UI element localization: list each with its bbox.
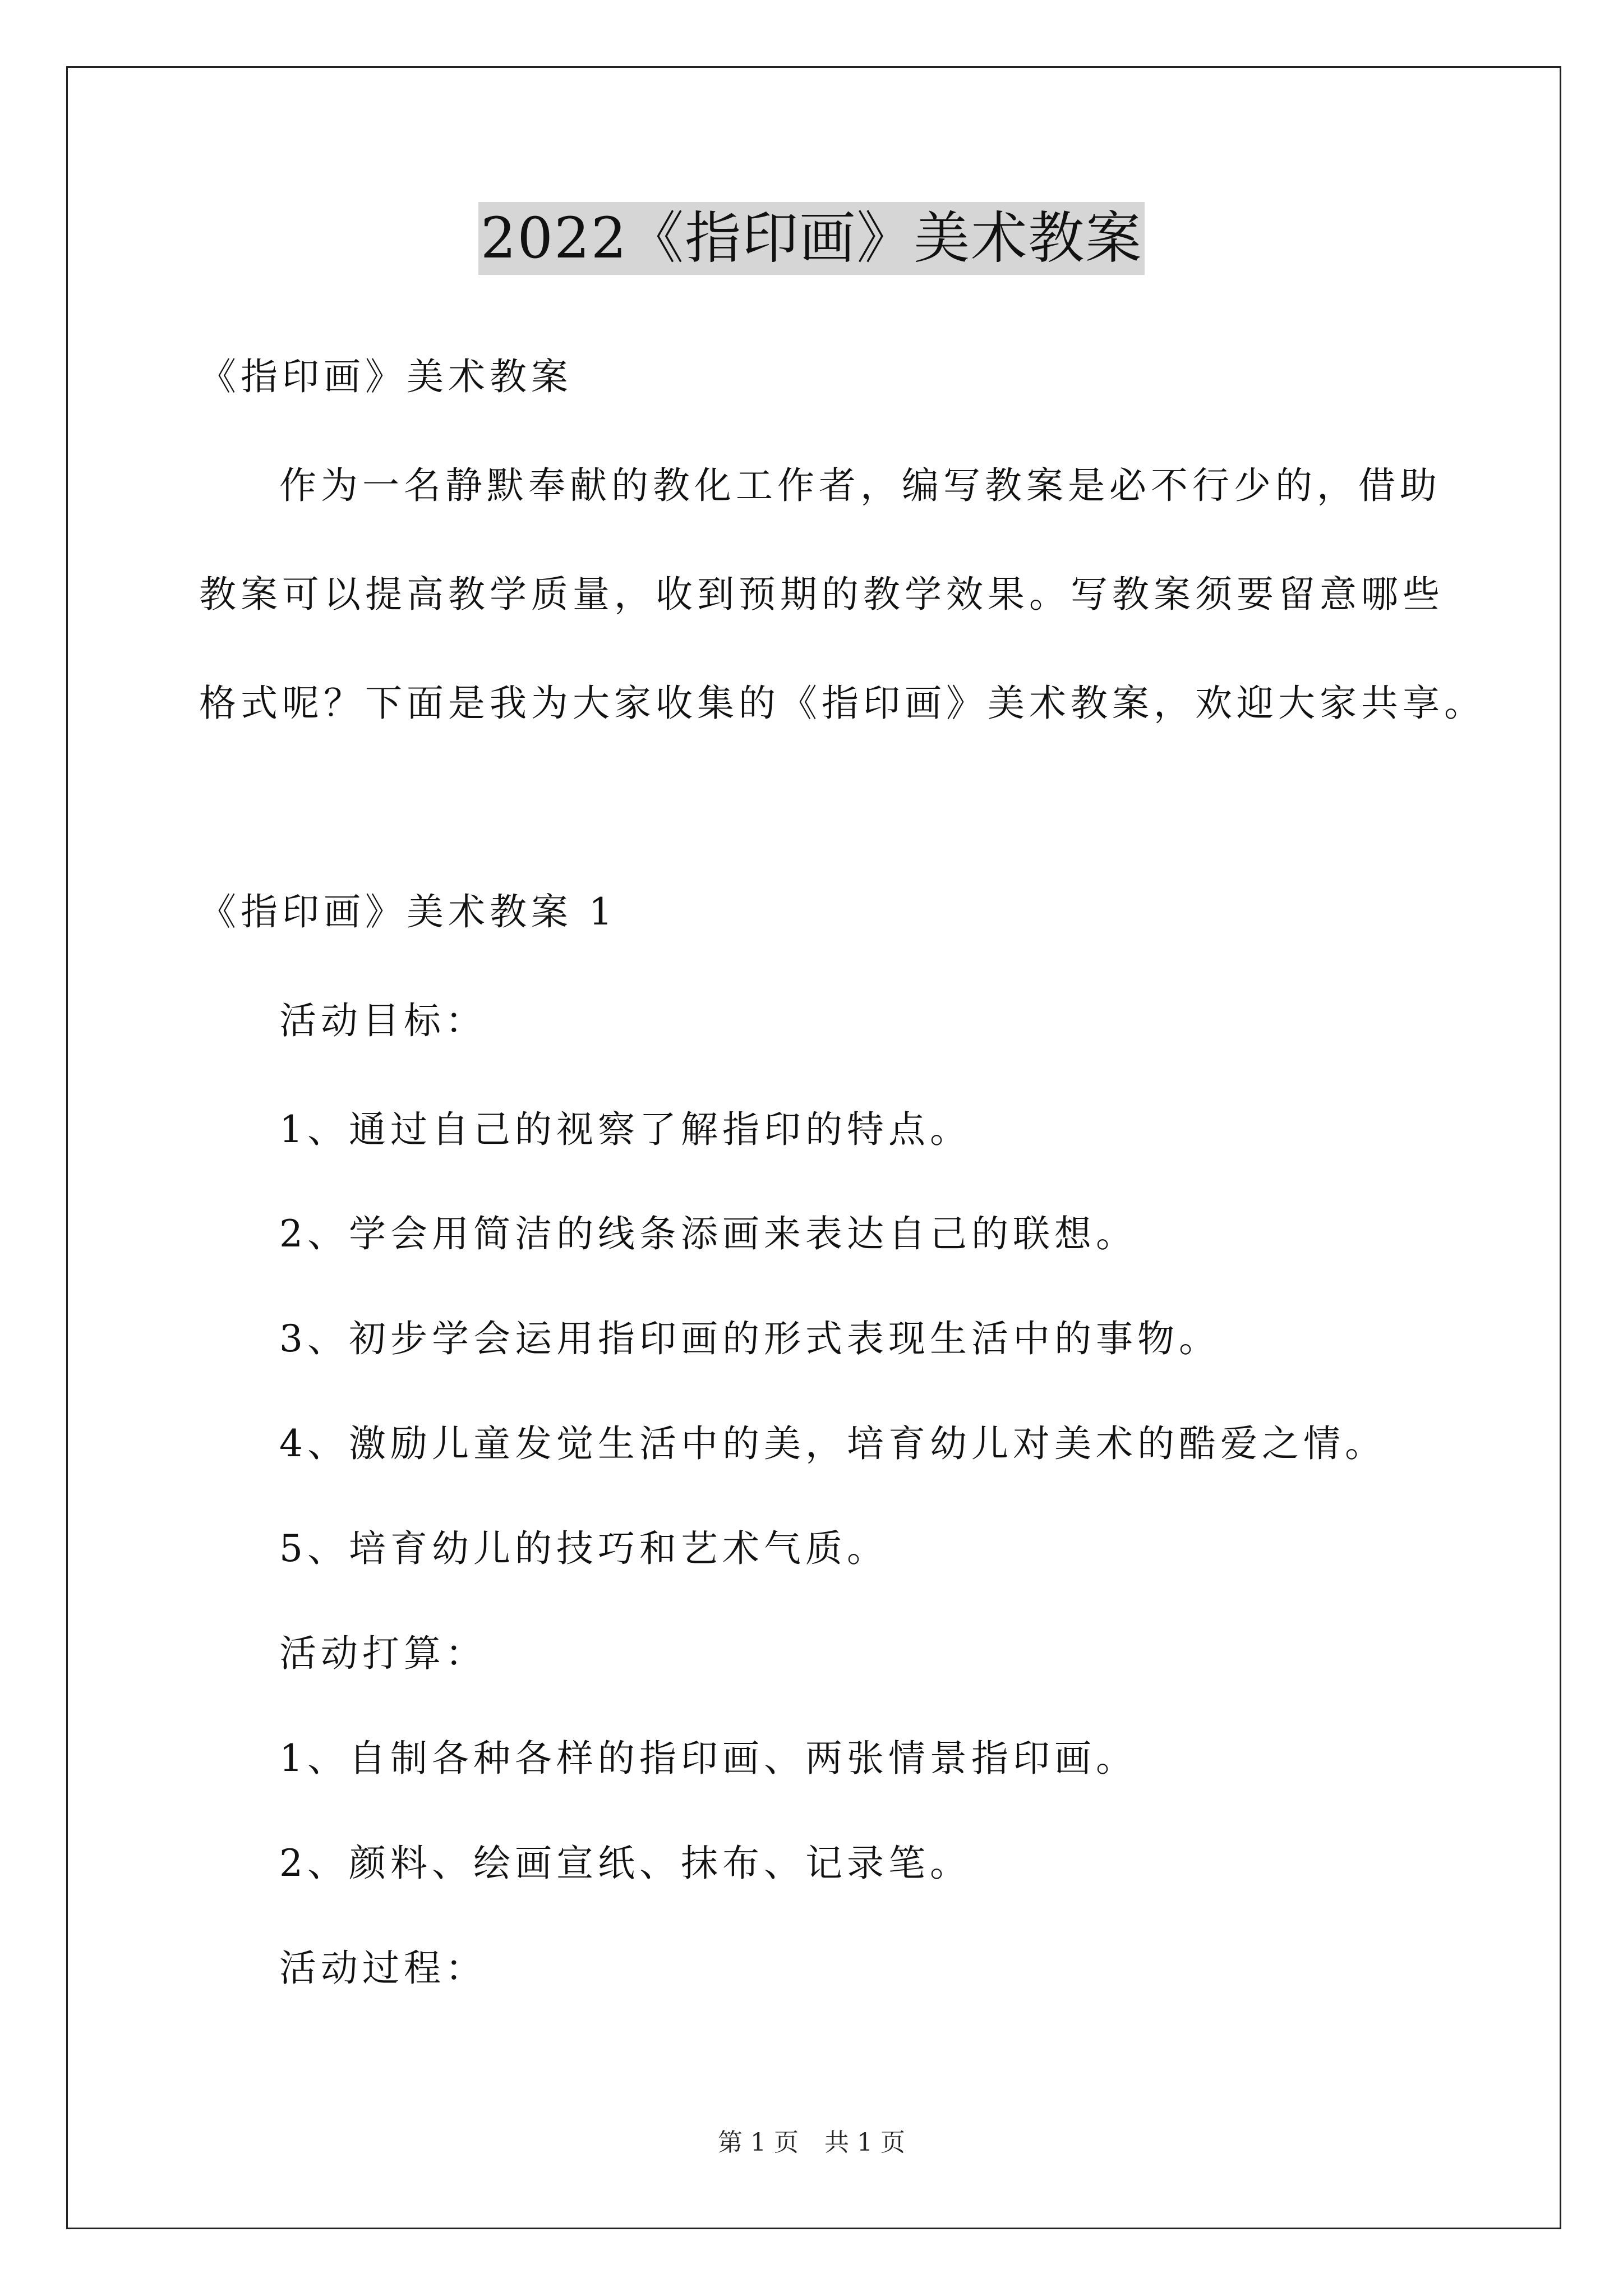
section-heading: 《指印画》美术教案 1 [199, 890, 617, 933]
goal-item: 4、激励儿童发觉生活中的美，培育幼儿对美术的酷爱之情。 [279, 1422, 1386, 1465]
page-total: 共 1 页 [824, 2128, 905, 2157]
goal-item: 3、初步学会运用指印画的形式表现生活中的事物。 [279, 1317, 1220, 1360]
prep-item: 2、颜料、绘画宣纸、抹布、记录笔。 [279, 1842, 971, 1885]
prep-heading: 活动打算： [279, 1632, 487, 1675]
page-footer [0, 2126, 1623, 2160]
intro-line: 格式呢？下面是我为大家收集的《指印画》美术教案，欢迎大家共享。 [199, 682, 1486, 725]
goal-item: 1、通过自己的视察了解指印的特点。 [279, 1108, 971, 1151]
intro-line: 作为一名静默奉献的教化工作者，编写教案是必不行少的，借助 [279, 464, 1441, 507]
title-container [0, 202, 1623, 275]
intro-line: 教案可以提高教学质量，收到预期的教学效果。写教案须要留意哪些 [199, 573, 1444, 616]
goal-item: 5、培育幼儿的技巧和艺术气质。 [279, 1527, 888, 1570]
goal-item: 2、学会用简洁的线条添画来表达自己的联想。 [279, 1212, 1137, 1255]
prep-item: 1、自制各种各样的指印画、两张情景指印画。 [279, 1737, 1137, 1780]
page-number: 第 1 页 [718, 2128, 799, 2157]
subtitle: 《指印画》美术教案 [199, 355, 573, 398]
process-heading: 活动过程： [279, 1947, 487, 1990]
goals-heading: 活动目标： [279, 999, 487, 1042]
page-title: 2022《指印画》美术教案 [478, 202, 1145, 275]
